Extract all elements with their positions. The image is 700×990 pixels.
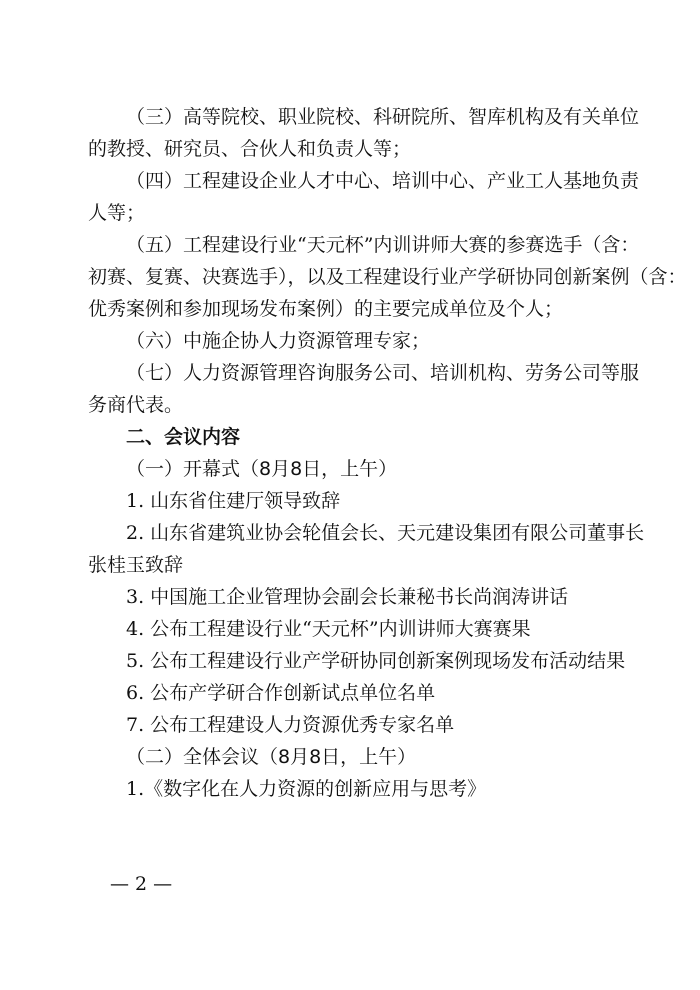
plenary-item-1: 1.《数字化在人力资源的创新应用与思考》 [126,778,487,800]
opening-item-3: 3. 中国施工企业管理协会副会长兼秘书长尚润涛讲话 [126,586,569,608]
paragraph-5-line-1: （五）工程建设行业“天元杯”内训讲师大赛的参赛选手（含： [126,234,640,256]
opening-item-4: 4. 公布工程建设行业“天元杯”内训讲师大赛赛果 [126,618,531,640]
opening-item-6: 6. 公布产学研合作创新试点单位名单 [126,682,436,704]
paragraph-5-line-3: 优秀案例和参加现场发布案例）的主要完成单位及个人； [88,298,564,320]
paragraph-7-line-2: 务商代表。 [88,394,184,416]
paragraph-5-line-2: 初赛、复赛、决赛选手），以及工程建设行业产学研协同创新案例（含： [88,266,687,288]
document-body [88,101,687,805]
paragraph-7-line-1: （七）人力资源管理咨询服务公司、培训机构、劳务公司等服 [126,362,640,384]
opening-item-2-line-2: 张桂玉致辞 [88,554,184,576]
paragraph-4-line-2: 人等； [88,202,146,224]
opening-item-7: 7. 公布工程建设人力资源优秀专家名单 [126,714,455,736]
opening-item-2-line-1: 2. 山东省建筑业协会轮值会长、天元建设集团有限公司董事长 [126,522,645,544]
paragraph-4-line-1: （四）工程建设企业人才中心、培训中心、产业工人基地负责 [126,170,640,192]
page-number: — 2 — [110,873,173,895]
paragraph-3-line-1: （三）高等院校、职业院校、科研院所、智库机构及有关单位 [126,106,640,128]
opening-item-1: 1. 山东省住建厅领导致辞 [126,490,341,512]
plenary-session-heading: （二）全体会议（8月8日，上午） [126,746,417,768]
opening-item-5: 5. 公布工程建设行业产学研协同创新案例现场发布活动结果 [126,650,626,672]
opening-ceremony-heading: （一）开幕式（8月8日，上午） [126,458,398,480]
paragraph-3-line-2: 的教授、研究员、合伙人和负责人等； [88,138,412,160]
paragraph-6-line-1: （六）中施企协人力资源管理专家； [126,330,431,352]
section-heading: 二、会议内容 [126,426,241,448]
